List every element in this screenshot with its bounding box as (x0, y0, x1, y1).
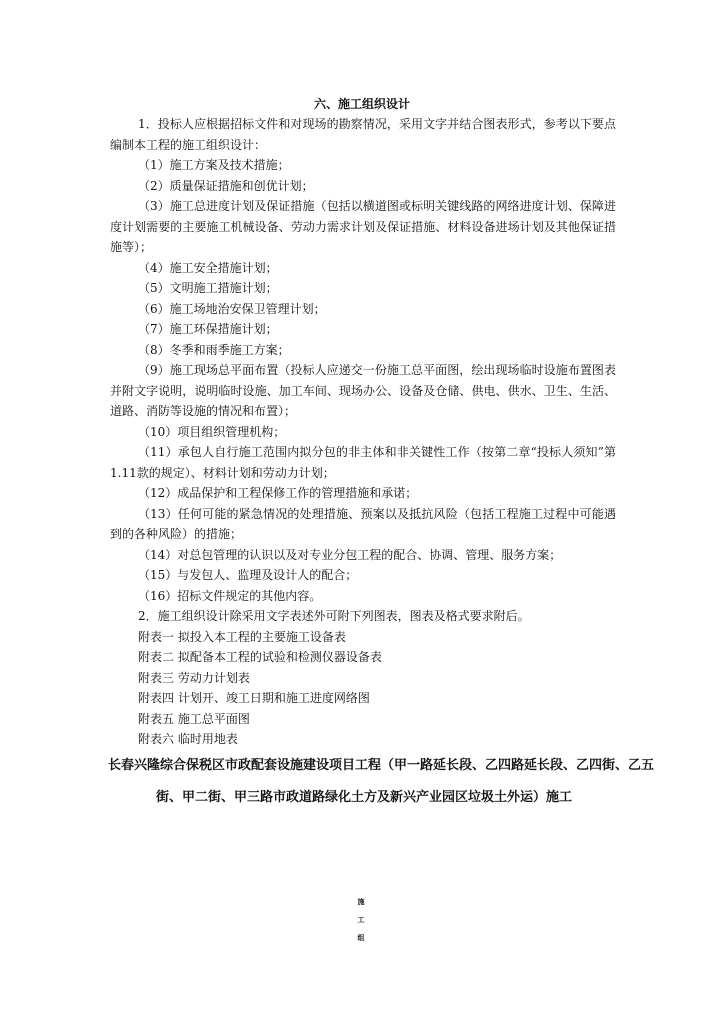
list-item: （14）对总包管理的认识以及对专业分包工程的配合、协调、管理、服务方案； (138, 547, 562, 562)
list-item: （1）施工方案及技术措施； (138, 158, 290, 172)
appendix-item: 附表五 施工总平面图 (138, 711, 250, 726)
vertical-char: 组 (357, 934, 365, 942)
list-item: （16）招标文件规定的其他内容。 (138, 588, 322, 603)
list-item: （11）承包人自行施工范围内拟分包的非主体和非关键性工作（按第二章“投标人须知”第1.11款的规定）、材料计划和劳动力计划； (110, 445, 616, 480)
project-title (108, 750, 655, 814)
appendix-item: 附表一 拟投入本工程的主要施工设备表 (138, 629, 346, 644)
list-item: （15）与发包人、监理及设计人的配合； (138, 568, 358, 582)
intro-paragraph: 1．投标人应根据招标文件和对现场的勘察情况，采用文字并结合图表形式，参考以下要点编制本工程的施工组织设计： (110, 117, 616, 152)
vertical-char: 工 (357, 916, 365, 924)
list-item: （13）任何可能的紧急情况的处理措施、预案以及抵抗风险（包括工程施工过程中可能遇到的各种风险）的措施； (110, 506, 616, 541)
list-item: （8）冬季和雨季施工方案； (138, 342, 290, 357)
list-item: （9）施工现场总平面布置（投标人应递交一份施工总平面图，绘出现场临时设施布置图表并附文字说明，说明临时设施、加工车间、现场办公、设备及仓储、供电、供水、卫生、生活、道路、消防等设施的情况和布置）； (110, 363, 616, 418)
list-item: （7）施工环保措施计划； (138, 322, 278, 336)
project-title-line-2: 街、甲二街、甲三路市政道路绿化土方及新兴产业园区垃圾土外运）施工 (155, 790, 572, 805)
appendix-item: 附表四 计划开、竣工日期和施工进度网络图 (138, 691, 370, 705)
appendix-item: 附表三 劳动力计划表 (138, 670, 250, 685)
project-title-line-1: 长春兴隆综合保税区市政配套设施建设项目工程（甲一路延长段、乙四路延长段、乙四街、乙五 (108, 758, 655, 773)
list-item: （6）施工场地治安保卫管理计划； (138, 301, 326, 316)
body-text (110, 114, 616, 750)
list-item: （4）施工安全措施计划； (138, 260, 278, 275)
section-title: 六、施工组织设计 (313, 97, 410, 111)
list-item: （10）项目组织管理机构； (138, 424, 286, 439)
closing-paragraph: 2．施工组织设计除采用文字表述外可附下列图表，图表及格式要求附后。 (138, 609, 530, 623)
appendix-item: 附表二 拟配备本工程的试验和检测仪器设备表 (138, 650, 382, 664)
vertical-char: 施 (357, 898, 365, 906)
list-item: （5）文明施工措施计划； (138, 281, 278, 295)
list-item: （3）施工总进度计划及保证措施（包括以横道图或标明关键线路的网络进度计划、保障进度计划需要的主要施工机械设备、劳动力需求计划及保证措施、材料设备进场计划及其他保证措施等）； (110, 199, 616, 254)
list-item: （2）质量保证措施和创优计划； (138, 178, 314, 193)
vertical-cover-title (352, 893, 370, 947)
appendix-item: 附表六 临时用地表 (138, 732, 238, 746)
appendix-list (110, 627, 616, 750)
list-item: （12）成品保护和工程保修工作的管理措施和承诺； (138, 486, 418, 500)
